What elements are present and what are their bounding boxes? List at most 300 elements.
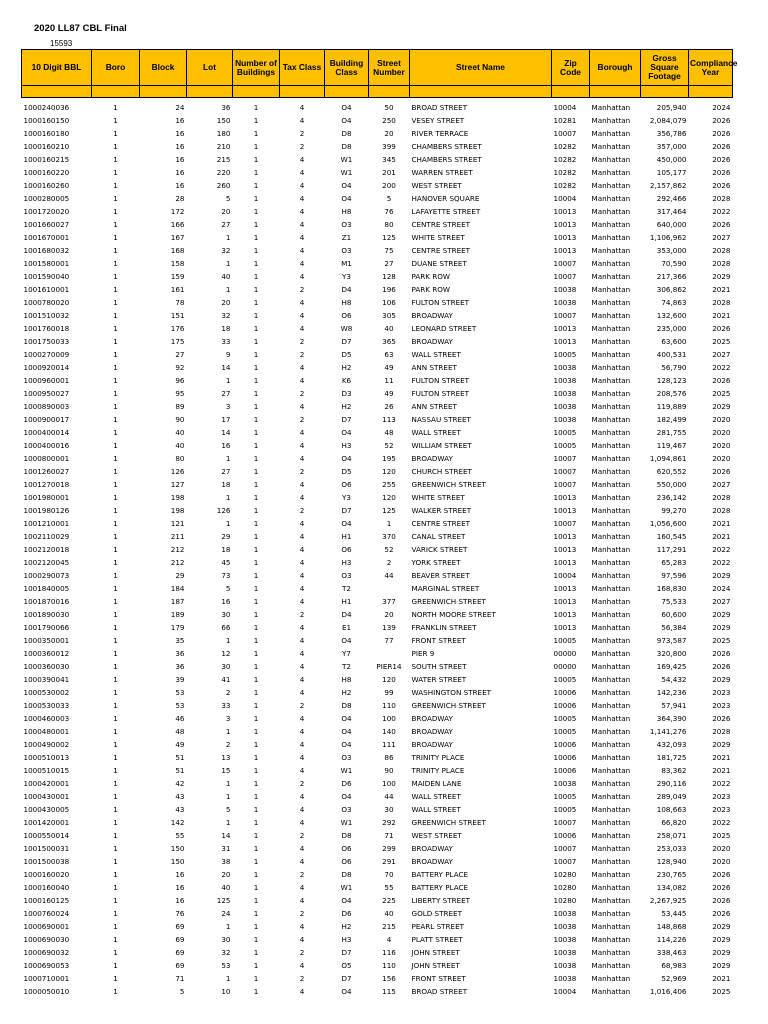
table-row[interactable] [22, 504, 733, 517]
boro-cell: 1 [113, 155, 118, 164]
compliance-year-cell: 2023 [712, 701, 731, 710]
num-buildings-cell: 1 [253, 805, 259, 814]
tax-class-cell: 4 [299, 116, 305, 125]
bbl-cell: 1000900017 [23, 415, 70, 424]
boro-cell: 1 [113, 662, 118, 671]
table-row[interactable] [22, 972, 733, 985]
gross-sqft-cell: 1,016,406 [649, 987, 687, 996]
table-row[interactable] [22, 855, 733, 868]
block-cell: 16 [175, 181, 185, 190]
boro-cell: 1 [113, 142, 118, 151]
zip-code-cell: 10004 [553, 194, 577, 203]
zip-code-cell: 10280 [553, 870, 577, 879]
table-row[interactable] [22, 283, 733, 296]
building-class-cell: O4 [341, 727, 352, 736]
tax-class-cell: 4 [299, 493, 305, 502]
zip-code-cell: 10007 [553, 844, 577, 853]
lot-cell: 66 [221, 623, 231, 632]
num-buildings-cell: 1 [253, 831, 259, 840]
tax-class-cell: 4 [299, 233, 305, 242]
zip-code-cell: 10005 [553, 714, 577, 723]
table-row[interactable] [22, 127, 733, 140]
table-row[interactable] [22, 556, 733, 569]
table-row[interactable] [22, 335, 733, 348]
sheet-title: 2020 LL87 CBL Final [34, 23, 127, 34]
column-header-street-name[interactable]: Street Name [410, 50, 552, 86]
borough-cell: Manhattan [591, 389, 631, 398]
table-row[interactable] [22, 985, 733, 998]
block-cell: 179 [170, 623, 185, 632]
column-header-num-buildings[interactable]: Number of Buildings [233, 50, 280, 86]
block-cell: 53 [175, 688, 185, 697]
building-class-cell: H2 [341, 363, 352, 372]
zip-code-cell: 10282 [553, 142, 577, 151]
gross-sqft-cell: 235,000 [656, 324, 687, 333]
zip-code-cell: 10004 [553, 571, 577, 580]
building-class-cell: W1 [340, 818, 353, 827]
table-row[interactable] [22, 517, 733, 530]
num-buildings-cell: 1 [253, 675, 259, 684]
tax-class-cell: 4 [299, 480, 305, 489]
tax-class-cell: 4 [299, 753, 305, 762]
street-number-cell: 70 [384, 870, 394, 879]
borough-cell: Manhattan [591, 103, 631, 112]
street-number-cell: 215 [382, 922, 396, 931]
tax-class-cell: 4 [299, 220, 305, 229]
table-row[interactable] [22, 101, 733, 114]
street-name-cell: NORTH MOORE STREET [411, 610, 496, 619]
tax-class-cell: 4 [299, 298, 305, 307]
bbl-cell: 1000400014 [23, 428, 70, 437]
zip-code-cell: 10007 [553, 454, 577, 463]
compliance-year-cell: 2023 [712, 805, 731, 814]
table-row[interactable] [22, 907, 733, 920]
street-number-cell: 4 [386, 935, 392, 944]
bbl-cell: 1001610001 [23, 285, 70, 294]
block-cell: 43 [175, 805, 185, 814]
table-row[interactable] [22, 478, 733, 491]
table-row[interactable] [22, 179, 733, 192]
tax-class-cell: 4 [299, 376, 305, 385]
street-name-cell: PARK ROW [411, 272, 451, 281]
building-class-cell: O3 [341, 220, 352, 229]
street-name-cell: GREENWICH STREET [411, 701, 486, 710]
borough-cell: Manhattan [591, 155, 631, 164]
num-buildings-cell: 1 [253, 415, 259, 424]
building-class-cell: W1 [340, 168, 353, 177]
block-cell: 40 [175, 441, 185, 450]
table-row[interactable] [22, 309, 733, 322]
block-cell: 28 [175, 194, 185, 203]
street-name-cell: LEONARD STREET [411, 324, 477, 333]
column-header-zip-code[interactable]: Zip Code [552, 50, 590, 86]
building-class-cell: H8 [341, 207, 352, 216]
table-row[interactable] [22, 205, 733, 218]
table-row[interactable] [22, 374, 733, 387]
table-row[interactable] [22, 764, 733, 777]
lot-cell: 1 [225, 779, 231, 788]
compliance-year-cell: 2026 [712, 220, 731, 229]
boro-cell: 1 [113, 428, 118, 437]
street-name-cell: WHITE STREET [411, 493, 465, 502]
block-cell: 212 [170, 558, 185, 567]
table-row[interactable] [22, 621, 733, 634]
block-cell: 159 [170, 272, 185, 281]
gross-sqft-cell: 320,800 [656, 649, 687, 658]
block-cell: 69 [175, 922, 185, 931]
street-number-cell: 299 [382, 844, 396, 853]
table-row[interactable] [22, 192, 733, 205]
table-row[interactable] [22, 543, 733, 556]
table-row[interactable] [22, 361, 733, 374]
compliance-year-cell: 2021 [712, 532, 731, 541]
borough-cell: Manhattan [591, 493, 631, 502]
lot-cell: 1 [225, 727, 231, 736]
table-row[interactable] [22, 699, 733, 712]
table-row[interactable] [22, 114, 733, 127]
column-header-street-number[interactable]: Street Number [369, 50, 410, 86]
street-number-cell: 345 [382, 155, 396, 164]
bbl-cell: 1001870016 [23, 597, 70, 606]
compliance-year-cell: 2021 [712, 285, 731, 294]
building-class-cell: O6 [341, 311, 352, 320]
compliance-year-cell: 2029 [712, 623, 731, 632]
block-cell: 184 [170, 584, 185, 593]
table-row[interactable] [22, 816, 733, 829]
gross-sqft-cell: 357,000 [656, 142, 687, 151]
street-number-cell: 255 [382, 480, 396, 489]
boro-cell: 1 [113, 558, 118, 567]
boro-cell: 1 [113, 727, 118, 736]
block-cell: 40 [175, 428, 185, 437]
lot-cell: 32 [221, 948, 231, 957]
compliance-year-cell: 2027 [712, 233, 731, 242]
boro-cell: 1 [113, 259, 118, 268]
street-number-cell: 52 [384, 441, 394, 450]
gross-sqft-cell: 400,531 [656, 350, 687, 359]
num-buildings-cell: 1 [253, 857, 259, 866]
borough-cell: Manhattan [591, 116, 631, 125]
bbl-cell: 1001500038 [23, 857, 70, 866]
table-row[interactable] [22, 881, 733, 894]
borough-cell: Manhattan [591, 337, 631, 346]
street-name-cell: BROAD STREET [411, 987, 468, 996]
column-header-bbl[interactable]: 10 Digit BBL [22, 50, 92, 86]
borough-cell: Manhattan [591, 441, 631, 450]
street-name-cell: JOHN STREET [411, 948, 460, 957]
street-name-cell: PARK ROW [411, 285, 451, 294]
table-row[interactable] [22, 842, 733, 855]
lot-cell: 180 [216, 129, 231, 138]
boro-cell: 1 [113, 532, 118, 541]
street-number-cell: 125 [382, 506, 396, 515]
table-row[interactable] [22, 686, 733, 699]
gross-sqft-cell: 1,094,861 [649, 454, 687, 463]
table-row[interactable] [22, 530, 733, 543]
table-row[interactable] [22, 413, 733, 426]
table-row[interactable] [22, 322, 733, 335]
boro-cell: 1 [113, 844, 118, 853]
table-row[interactable] [22, 933, 733, 946]
table-row[interactable] [22, 491, 733, 504]
table-row[interactable] [22, 712, 733, 725]
table-row[interactable] [22, 296, 733, 309]
num-buildings-cell: 1 [253, 207, 259, 216]
table-row[interactable] [22, 582, 733, 595]
bbl-cell: 1000160150 [23, 116, 70, 125]
num-buildings-cell: 1 [253, 909, 259, 918]
table-row[interactable] [22, 673, 733, 686]
gross-sqft-cell: 2,084,079 [649, 116, 687, 125]
street-name-cell: TRINITY PLACE [411, 766, 465, 775]
compliance-year-cell: 2022 [712, 558, 731, 567]
tax-class-cell: 4 [299, 636, 305, 645]
table-body [22, 101, 733, 998]
column-header-borough[interactable]: Borough [590, 50, 641, 86]
table-row[interactable] [22, 751, 733, 764]
num-buildings-cell: 1 [253, 532, 259, 541]
table-row[interactable] [22, 166, 733, 179]
table-row[interactable] [22, 465, 733, 478]
zip-code-cell: 10038 [553, 909, 577, 918]
table-row[interactable] [22, 257, 733, 270]
compliance-year-cell: 2021 [712, 311, 731, 320]
borough-cell: Manhattan [591, 168, 631, 177]
compliance-year-cell: 2026 [712, 168, 731, 177]
tax-class-cell: 4 [299, 168, 305, 177]
column-header-compliance-year[interactable]: Compliance Year [689, 50, 733, 86]
building-class-cell: H2 [341, 688, 352, 697]
street-name-cell: WASHINGTON STREET [411, 688, 492, 697]
compliance-year-cell: 2024 [712, 103, 731, 112]
street-number-cell: 201 [382, 168, 396, 177]
street-number-cell: 48 [384, 428, 394, 437]
table-row[interactable] [22, 218, 733, 231]
compliance-year-cell: 2029 [712, 402, 731, 411]
tax-class-cell: 4 [299, 883, 305, 892]
lot-cell: 20 [221, 870, 231, 879]
table-row[interactable] [22, 400, 733, 413]
street-number-cell: 2 [386, 558, 392, 567]
table-row[interactable] [22, 387, 733, 400]
lot-cell: 32 [221, 246, 231, 255]
table-row[interactable] [22, 738, 733, 751]
lot-cell: 13 [221, 753, 231, 762]
street-name-cell: ANN STREET [411, 363, 457, 372]
column-header-boro[interactable]: Boro [92, 50, 140, 86]
num-buildings-cell: 1 [253, 727, 259, 736]
street-name-cell: LAFAYETTE STREET [411, 207, 481, 216]
building-class-cell: D6 [341, 909, 352, 918]
building-class-cell: K6 [341, 376, 352, 385]
building-class-cell: H2 [341, 922, 352, 931]
table-row[interactable] [22, 439, 733, 452]
compliance-year-cell: 2029 [712, 610, 731, 619]
block-cell: 150 [170, 844, 185, 853]
compliance-year-cell: 2029 [712, 740, 731, 749]
compliance-year-cell: 2021 [712, 519, 731, 528]
street-name-cell: FRONT STREET [411, 636, 466, 645]
boro-cell: 1 [113, 818, 118, 827]
table-row[interactable] [22, 829, 733, 842]
table-row[interactable] [22, 894, 733, 907]
tax-class-cell: 2 [299, 350, 305, 359]
table-row[interactable] [22, 920, 733, 933]
table-row[interactable] [22, 608, 733, 621]
table-row[interactable] [22, 946, 733, 959]
table-row[interactable] [22, 452, 733, 465]
block-cell: 168 [170, 246, 185, 255]
street-name-cell: BROADWAY [411, 454, 453, 463]
gross-sqft-cell: 620,552 [656, 467, 687, 476]
tax-class-cell: 2 [299, 129, 305, 138]
compliance-year-cell: 2028 [712, 506, 731, 515]
bbl-cell: 1000160125 [23, 896, 70, 905]
gross-sqft-cell: 53,445 [661, 909, 687, 918]
compliance-year-cell: 2025 [712, 337, 731, 346]
table-row[interactable] [22, 777, 733, 790]
block-cell: 176 [170, 324, 185, 333]
lot-cell: 5 [225, 584, 231, 593]
table-row[interactable] [22, 725, 733, 738]
street-name-cell: WARREN STREET [411, 168, 473, 177]
num-buildings-cell: 1 [253, 623, 259, 632]
compliance-year-cell: 2020 [712, 844, 731, 853]
table-row[interactable] [22, 270, 733, 283]
lot-cell: 38 [221, 857, 231, 866]
street-number-cell: 156 [382, 974, 396, 983]
column-header-gross-sqft[interactable]: Gross Square Footage [641, 50, 689, 86]
table-row[interactable] [22, 634, 733, 647]
street-name-cell: CENTRE STREET [411, 519, 471, 528]
compliance-year-cell: 2027 [712, 597, 731, 606]
zip-code-cell: 10038 [553, 922, 577, 931]
table-row[interactable] [22, 153, 733, 166]
zip-code-cell: 10007 [553, 311, 577, 320]
bbl-cell: 1001210001 [23, 519, 70, 528]
bbl-cell: 1000400016 [23, 441, 70, 450]
street-number-cell: 1 [386, 519, 392, 528]
tax-class-cell: 2 [299, 467, 305, 476]
table-row[interactable] [22, 790, 733, 803]
compliance-year-cell: 2027 [712, 480, 731, 489]
num-buildings-cell: 1 [253, 974, 259, 983]
boro-cell: 1 [113, 194, 118, 203]
gross-sqft-cell: 356,786 [656, 129, 687, 138]
bbl-cell: 1000420001 [23, 779, 70, 788]
gross-sqft-cell: 2,267,925 [649, 896, 687, 905]
building-class-cell: O4 [341, 987, 352, 996]
lot-cell: 260 [216, 181, 231, 190]
block-cell: 161 [170, 285, 185, 294]
compliance-year-cell: 2022 [712, 818, 731, 827]
block-cell: 96 [175, 376, 185, 385]
street-number-cell: 140 [382, 727, 396, 736]
compliance-year-cell: 2020 [712, 428, 731, 437]
column-header-block[interactable]: Block [140, 50, 187, 86]
block-cell: 35 [175, 636, 185, 645]
table-row[interactable] [22, 231, 733, 244]
lot-cell: 1 [225, 519, 231, 528]
column-header-building-class[interactable]: Building Class [325, 50, 369, 86]
bbl-cell: 1000050010 [23, 987, 70, 996]
building-class-cell: H1 [341, 597, 352, 606]
street-name-cell: PLATT STREET [411, 935, 463, 944]
gross-sqft-cell: 181,725 [656, 753, 687, 762]
block-cell: 29 [175, 571, 185, 580]
lot-cell: 27 [221, 467, 231, 476]
table-row[interactable] [22, 140, 733, 153]
num-buildings-cell: 1 [253, 181, 259, 190]
table-row[interactable] [22, 868, 733, 881]
table-row[interactable] [22, 569, 733, 582]
street-number-cell: 365 [382, 337, 396, 346]
building-class-cell: D4 [341, 285, 352, 294]
gross-sqft-cell: 208,576 [656, 389, 687, 398]
street-name-cell: GOLD STREET [411, 909, 462, 918]
lot-cell: 18 [221, 545, 231, 554]
table-row[interactable] [22, 426, 733, 439]
table-row[interactable] [22, 660, 733, 673]
lot-cell: 5 [225, 194, 231, 203]
num-buildings-cell: 1 [253, 896, 259, 905]
boro-cell: 1 [113, 233, 118, 242]
table-row[interactable] [22, 647, 733, 660]
tax-class-cell: 2 [299, 701, 305, 710]
zip-code-cell: 10007 [553, 129, 577, 138]
block-cell: 150 [170, 857, 185, 866]
block-cell: 53 [175, 701, 185, 710]
num-buildings-cell: 1 [253, 948, 259, 957]
lot-cell: 5 [225, 805, 231, 814]
block-cell: 69 [175, 935, 185, 944]
tax-class-cell: 4 [299, 454, 305, 463]
lot-cell: 53 [221, 961, 231, 970]
street-name-cell: HANOVER SQUARE [411, 194, 480, 203]
column-header-tax-class[interactable]: Tax Class [280, 50, 325, 86]
bbl-cell: 1000960001 [23, 376, 70, 385]
lot-cell: 40 [221, 883, 231, 892]
compliance-year-cell: 2026 [712, 116, 731, 125]
street-name-cell: VARICK STREET [411, 545, 468, 554]
table-row[interactable] [22, 595, 733, 608]
table-row[interactable] [22, 244, 733, 257]
street-name-cell: WEST STREET [411, 831, 462, 840]
compliance-year-cell: 2028 [712, 246, 731, 255]
street-number-cell: 63 [384, 350, 394, 359]
compliance-year-cell: 2026 [712, 896, 731, 905]
zip-code-cell: 10007 [553, 818, 577, 827]
table-row[interactable] [22, 348, 733, 361]
num-buildings-cell: 1 [253, 987, 259, 996]
street-number-cell: 27 [384, 259, 394, 268]
zip-code-cell: 10013 [553, 324, 577, 333]
building-class-cell: H2 [341, 402, 352, 411]
tax-class-cell: 2 [299, 974, 305, 983]
zip-code-cell: 10038 [553, 285, 577, 294]
street-number-cell: 44 [384, 571, 394, 580]
borough-cell: Manhattan [591, 350, 631, 359]
gross-sqft-cell: 338,463 [656, 948, 687, 957]
column-header-lot[interactable]: Lot [187, 50, 233, 86]
street-number-cell: 77 [384, 636, 394, 645]
building-class-cell: W1 [340, 883, 353, 892]
building-class-cell: O6 [341, 480, 352, 489]
table-row[interactable] [22, 959, 733, 972]
lot-cell: 30 [221, 662, 231, 671]
tax-class-cell: 4 [299, 805, 305, 814]
table-row[interactable] [22, 803, 733, 816]
